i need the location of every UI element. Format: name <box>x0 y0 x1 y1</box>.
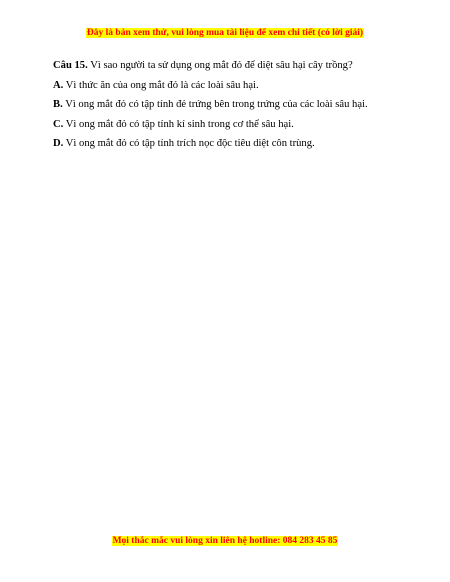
option-c <box>53 115 413 135</box>
option-a-label: A. <box>53 79 64 91</box>
option-d <box>53 134 413 154</box>
option-c-text: Vì ong mắt đỏ có tập tính kí sinh trong cơ thể sâu hại. <box>65 118 294 130</box>
option-c-label: C. <box>53 118 64 130</box>
option-a <box>53 76 413 96</box>
question-stem <box>53 56 413 76</box>
option-a-text: Vì thức ăn của ong mắt đỏ là các loài sâu hại. <box>65 79 259 91</box>
hotline-text: Mọi thắc mắc vui lòng xin liên hệ hotline: 084 283 45 85 <box>112 536 338 546</box>
question-number: Câu 15. <box>53 60 88 71</box>
option-b-text: Vì ong mắt đỏ có tập tính đẻ trứng bên trong trứng của các loài sâu hại. <box>65 99 368 110</box>
question-block <box>53 56 413 154</box>
option-d-text: Vì ong mắt đỏ có tập tính trích nọc độc tiêu diệt côn trùng. <box>65 138 315 149</box>
hotline-banner <box>0 535 450 547</box>
option-d-label: D. <box>53 138 64 149</box>
preview-notice-banner <box>0 27 450 39</box>
preview-notice-text: Đây là bản xem thử, vui lòng mua tài liệu để xem chi tiết (có lời giải) <box>86 28 364 38</box>
option-b <box>53 95 413 115</box>
option-b-label: B. <box>53 99 63 110</box>
question-text: Vì sao người ta sử dụng ong mắt đỏ để diệt sâu hại cây trồng? <box>90 60 353 71</box>
